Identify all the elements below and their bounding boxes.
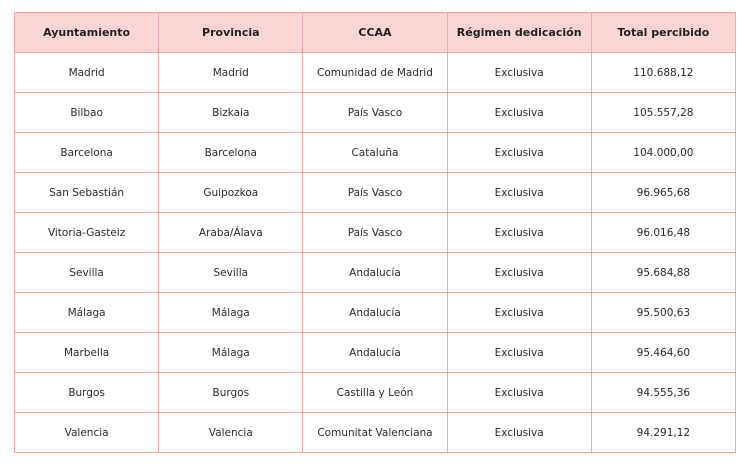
cell-ayuntamiento: Barcelona <box>15 133 159 173</box>
cell-regimen: Exclusiva <box>447 213 591 253</box>
column-header-ccaa: CCAA <box>303 13 447 53</box>
cell-total: 95.500,63 <box>591 293 735 333</box>
cell-total: 94.291,12 <box>591 413 735 453</box>
table-row <box>15 213 736 253</box>
cell-ayuntamiento: Valencia <box>15 413 159 453</box>
cell-total: 104.000,00 <box>591 133 735 173</box>
cell-ayuntamiento: Sevilla <box>15 253 159 293</box>
cell-total: 94.555,36 <box>591 373 735 413</box>
salary-table-container <box>14 12 736 453</box>
cell-ayuntamiento: Marbella <box>15 333 159 373</box>
cell-provincia: Barcelona <box>159 133 303 173</box>
column-header-regimen: Régimen dedicación <box>447 13 591 53</box>
table-row <box>15 413 736 453</box>
cell-regimen: Exclusiva <box>447 253 591 293</box>
cell-ccaa: País Vasco <box>303 213 447 253</box>
table-row <box>15 173 736 213</box>
header-row <box>15 13 736 53</box>
table-body <box>15 53 736 453</box>
table-row <box>15 253 736 293</box>
cell-provincia: Sevilla <box>159 253 303 293</box>
cell-regimen: Exclusiva <box>447 173 591 213</box>
cell-provincia: Guipozkoa <box>159 173 303 213</box>
cell-total: 95.684,88 <box>591 253 735 293</box>
table-row <box>15 53 736 93</box>
column-header-ayuntamiento: Ayuntamiento <box>15 13 159 53</box>
table-row <box>15 93 736 133</box>
salary-table <box>14 12 736 453</box>
cell-regimen: Exclusiva <box>447 413 591 453</box>
cell-ccaa: Andalucía <box>303 293 447 333</box>
cell-ayuntamiento: Bilbao <box>15 93 159 133</box>
cell-ccaa: País Vasco <box>303 93 447 133</box>
cell-provincia: Valencia <box>159 413 303 453</box>
cell-provincia: Málaga <box>159 293 303 333</box>
column-header-provincia: Provincia <box>159 13 303 53</box>
table-row <box>15 373 736 413</box>
table-row <box>15 333 736 373</box>
column-header-total: Total percibido <box>591 13 735 53</box>
cell-total: 110.688,12 <box>591 53 735 93</box>
cell-ayuntamiento: Málaga <box>15 293 159 333</box>
cell-regimen: Exclusiva <box>447 373 591 413</box>
cell-ccaa: Andalucía <box>303 253 447 293</box>
cell-total: 96.965,68 <box>591 173 735 213</box>
cell-regimen: Exclusiva <box>447 133 591 173</box>
cell-ccaa: Cataluña <box>303 133 447 173</box>
cell-ccaa: País Vasco <box>303 173 447 213</box>
cell-ayuntamiento: Madrid <box>15 53 159 93</box>
cell-total: 105.557,28 <box>591 93 735 133</box>
cell-provincia: Araba/Álava <box>159 213 303 253</box>
cell-provincia: Burgos <box>159 373 303 413</box>
cell-total: 95.464,60 <box>591 333 735 373</box>
table-header <box>15 13 736 53</box>
cell-ccaa: Comunidad de Madrid <box>303 53 447 93</box>
cell-total: 96.016,48 <box>591 213 735 253</box>
cell-ayuntamiento: San Sebastián <box>15 173 159 213</box>
cell-ayuntamiento: Burgos <box>15 373 159 413</box>
cell-ccaa: Comunitat Valenciana <box>303 413 447 453</box>
cell-provincia: Bizkaia <box>159 93 303 133</box>
cell-ccaa: Castilla y León <box>303 373 447 413</box>
cell-provincia: Madrid <box>159 53 303 93</box>
cell-regimen: Exclusiva <box>447 293 591 333</box>
cell-regimen: Exclusiva <box>447 93 591 133</box>
table-row <box>15 293 736 333</box>
cell-ayuntamiento: Vitoria-Gasteiz <box>15 213 159 253</box>
cell-provincia: Málaga <box>159 333 303 373</box>
cell-ccaa: Andalucía <box>303 333 447 373</box>
table-row <box>15 133 736 173</box>
cell-regimen: Exclusiva <box>447 333 591 373</box>
cell-regimen: Exclusiva <box>447 53 591 93</box>
